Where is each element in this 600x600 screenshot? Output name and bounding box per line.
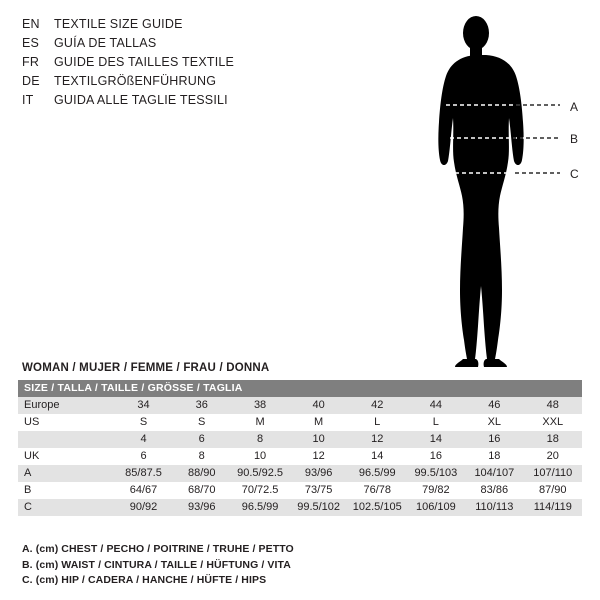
cell: 110/113 [465,499,523,516]
language-title: TEXTILGRÖßENFÜHRUNG [54,74,217,88]
language-title: GUÍA DE TALLAS [54,36,157,50]
cell: L [407,414,466,431]
language-code: ES [22,36,40,50]
language-row [22,15,352,34]
cell: 10 [231,448,290,465]
table-row [18,397,582,414]
cell: 16 [465,431,523,448]
legend-line-a: A. (cm) CHEST / PECHO / POITRINE / TRUHE / PETTO [22,543,294,555]
cell: 99.5/102 [289,499,348,516]
cell: 44 [407,397,466,414]
cell: 34 [114,397,172,414]
cell: 10 [289,431,348,448]
table-row [18,448,582,465]
cell: 16 [407,448,466,465]
cell: 42 [348,397,407,414]
cell: 99.5/103 [407,465,466,482]
table-row [18,482,582,499]
cell: 8 [173,448,231,465]
row-label: A [18,465,114,482]
female-silhouette-figure [400,10,600,370]
cell: 107/110 [524,465,582,482]
cell: S [173,414,231,431]
section-title: WOMAN / MUJER / FEMME / FRAU / DONNA [22,362,270,374]
cell: 102.5/105 [348,499,407,516]
cell: 14 [348,448,407,465]
cell: 18 [465,448,523,465]
measure-label-c: C [570,167,579,181]
row-label: US [18,414,114,431]
cell: 46 [465,397,523,414]
measurement-legend [22,542,442,589]
table-row [18,465,582,482]
cell: 68/70 [173,482,231,499]
cell: 12 [289,448,348,465]
cell: 4 [114,431,172,448]
row-label: Europe [18,397,114,414]
language-title: TEXTILE SIZE GUIDE [54,17,183,31]
cell: 104/107 [465,465,523,482]
cell: 6 [173,431,231,448]
language-code: EN [22,17,40,31]
cell: S [114,414,172,431]
language-row [22,34,352,53]
cell: XL [465,414,523,431]
cell: 70/72.5 [231,482,290,499]
cell: 8 [231,431,290,448]
cell: 18 [524,431,582,448]
table-header-label: SIZE / TALLA / TAILLE / GRÖSSE / TAGLIA [18,380,582,397]
row-label: C [18,499,114,516]
cell: 73/75 [289,482,348,499]
cell: 20 [524,448,582,465]
cell: 76/78 [348,482,407,499]
cell: 85/87.5 [114,465,172,482]
table-row [18,499,582,516]
language-code: FR [22,55,40,69]
cell: 12 [348,431,407,448]
cell: 14 [407,431,466,448]
language-code: DE [22,74,40,88]
cell: 83/86 [465,482,523,499]
cell: 79/82 [407,482,466,499]
row-label: UK [18,448,114,465]
cell: 88/90 [173,465,231,482]
cell: 6 [114,448,172,465]
language-row [22,91,352,110]
cell: 93/96 [289,465,348,482]
cell: 106/109 [407,499,466,516]
language-title-list [22,15,352,110]
legend-line-c: C. (cm) HIP / CADERA / HANCHE / HÜFTE / HIPS [22,574,267,586]
cell: 93/96 [173,499,231,516]
language-row [22,72,352,91]
cell: 96.5/99 [348,465,407,482]
cell: 90/92 [114,499,172,516]
language-row [22,53,352,72]
measure-label-a: A [570,100,579,114]
language-code: IT [22,93,34,107]
cell: 90.5/92.5 [231,465,290,482]
legend-line-b: B. (cm) WAIST / CINTURA / TAILLE / HÜFTUNG / VITA [22,558,291,571]
row-label [18,431,114,448]
silhouette-icon [400,10,600,370]
language-title: GUIDA ALLE TAGLIE TESSILI [54,93,228,107]
cell: M [289,414,348,431]
row-label: B [18,482,114,499]
cell: M [231,414,290,431]
measure-label-b: B [570,132,579,146]
cell: 114/119 [524,499,582,516]
table-row [18,431,582,448]
cell: 40 [289,397,348,414]
cell: 48 [524,397,582,414]
table-row [18,414,582,431]
size-table [18,380,582,516]
cell: 96.5/99 [231,499,290,516]
cell: 38 [231,397,290,414]
cell: 64/67 [114,482,172,499]
cell: 36 [173,397,231,414]
language-title: GUIDE DES TAILLES TEXTILE [54,55,235,69]
table-header-row [18,380,582,397]
cell: L [348,414,407,431]
cell: 87/90 [524,482,582,499]
cell: XXL [524,414,582,431]
